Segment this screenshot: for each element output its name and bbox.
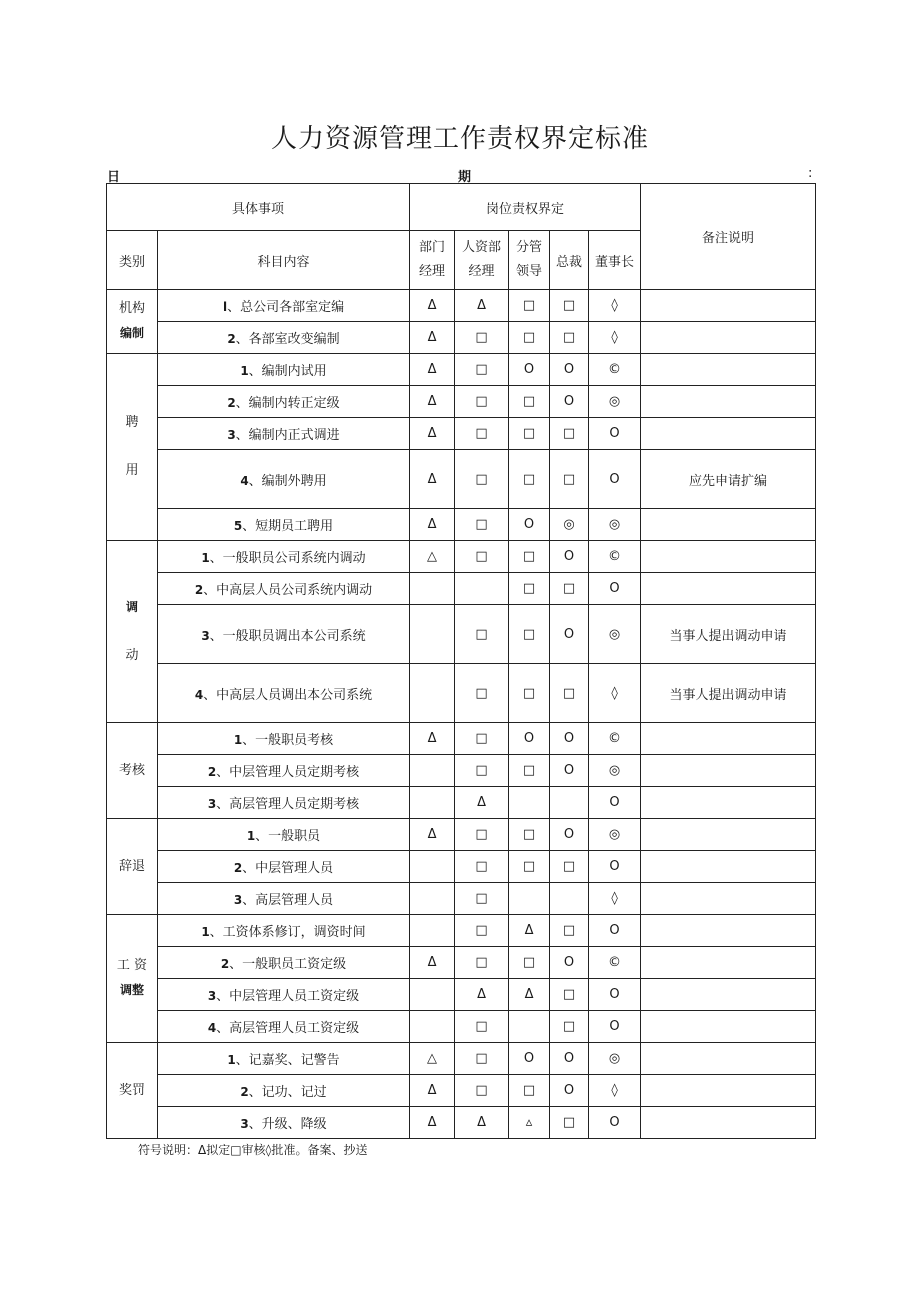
mark-hr-manager: □: [455, 947, 509, 979]
mark-ceo: [550, 883, 589, 915]
row-note: [641, 290, 816, 322]
table-row: [107, 386, 816, 418]
header-category: 类别: [107, 231, 158, 290]
mark-ceo: □: [550, 664, 589, 723]
mark-hr-manager: □: [455, 664, 509, 723]
mark-hr-manager: □: [455, 541, 509, 573]
row-note: [641, 819, 816, 851]
table-row: [107, 418, 816, 450]
table-row: [107, 1043, 816, 1075]
mark-chairman: ©: [589, 354, 641, 386]
row-note: [641, 979, 816, 1011]
item-content: 2、一般职员工资定级: [158, 947, 410, 979]
table-row: [107, 322, 816, 354]
symbol-legend: 符号说明：Δ拟定□审核◊批准。备案、抄送: [138, 1143, 368, 1157]
row-note: [641, 851, 816, 883]
mark-hr-manager: □: [455, 1011, 509, 1043]
mark-chairman: O: [589, 915, 641, 947]
header-items: 具体事项: [107, 184, 410, 231]
mark-ceo: O: [550, 1043, 589, 1075]
mark-chairman: O: [589, 450, 641, 509]
mark-ceo: □: [550, 418, 589, 450]
mark-division-leader: □: [509, 541, 550, 573]
category-transfer: 调 动: [107, 541, 158, 723]
mark-dept-manager: Δ: [410, 418, 455, 450]
date-label-colon: :: [808, 166, 813, 181]
mark-ceo: O: [550, 1075, 589, 1107]
category-reward: 奖罚: [107, 1043, 158, 1139]
table-row: [107, 605, 816, 664]
table-row: [107, 883, 816, 915]
mark-division-leader: □: [509, 290, 550, 322]
mark-ceo: □: [550, 1107, 589, 1139]
mark-division-leader: O: [509, 723, 550, 755]
table-row: [107, 979, 816, 1011]
mark-dept-manager: [410, 664, 455, 723]
mark-hr-manager: Δ: [455, 787, 509, 819]
mark-chairman: ◊: [589, 664, 641, 723]
table-row: [107, 915, 816, 947]
mark-hr-manager: □: [455, 851, 509, 883]
mark-division-leader: □: [509, 1075, 550, 1107]
row-note: [641, 509, 816, 541]
mark-hr-manager: [455, 573, 509, 605]
mark-hr-manager: □: [455, 883, 509, 915]
table-row: [107, 354, 816, 386]
mark-division-leader: [509, 1011, 550, 1043]
mark-chairman: ◎: [589, 509, 641, 541]
table-row: [107, 1011, 816, 1043]
mark-dept-manager: [410, 883, 455, 915]
mark-dept-manager: [410, 1011, 455, 1043]
mark-chairman: ◊: [589, 290, 641, 322]
header-chairman: 董事长: [589, 231, 641, 290]
row-note: [641, 541, 816, 573]
mark-division-leader: O: [509, 509, 550, 541]
row-note: 应先申请扩编: [641, 450, 816, 509]
mark-hr-manager: □: [455, 915, 509, 947]
date-label-mid: 期: [458, 170, 472, 185]
mark-ceo: O: [550, 819, 589, 851]
mark-division-leader: □: [509, 947, 550, 979]
mark-division-leader: □: [509, 605, 550, 664]
item-content: 1、记嘉奖、记警告: [158, 1043, 410, 1075]
mark-ceo: O: [550, 354, 589, 386]
mark-hr-manager: □: [455, 723, 509, 755]
item-content: 1、一般职员考核: [158, 723, 410, 755]
mark-hr-manager: □: [455, 819, 509, 851]
header-dept-manager: 部门 经理: [410, 231, 455, 290]
mark-ceo: □: [550, 573, 589, 605]
mark-chairman: ©: [589, 541, 641, 573]
row-note: [641, 322, 816, 354]
row-note: [641, 755, 816, 787]
table-row: [107, 851, 816, 883]
mark-division-leader: Δ: [509, 915, 550, 947]
mark-hr-manager: □: [455, 450, 509, 509]
mark-dept-manager: Δ: [410, 450, 455, 509]
mark-dept-manager: Δ: [410, 386, 455, 418]
row-note: [641, 1107, 816, 1139]
mark-dept-manager: Δ: [410, 290, 455, 322]
mark-dept-manager: Δ: [410, 1107, 455, 1139]
mark-ceo: □: [550, 290, 589, 322]
table-row: [107, 541, 816, 573]
item-content: 2、各部室改变编制: [158, 322, 410, 354]
category-assess: 考核: [107, 723, 158, 819]
mark-dept-manager: Δ: [410, 354, 455, 386]
item-content: 4、编制外聘用: [158, 450, 410, 509]
mark-hr-manager: □: [455, 1075, 509, 1107]
mark-chairman: ©: [589, 723, 641, 755]
mark-dept-manager: [410, 605, 455, 664]
mark-dept-manager: Δ: [410, 509, 455, 541]
page-title: 人力资源管理工作责权界定标准: [270, 124, 649, 154]
mark-dept-manager: Δ: [410, 1075, 455, 1107]
mark-division-leader: □: [509, 755, 550, 787]
category-salary: 工 资 调整: [107, 915, 158, 1043]
mark-chairman: O: [589, 851, 641, 883]
table-row: [107, 290, 816, 322]
mark-chairman: ◎: [589, 386, 641, 418]
mark-ceo: □: [550, 322, 589, 354]
category-dismiss: 辞退: [107, 819, 158, 915]
row-note: [641, 723, 816, 755]
row-note: [641, 1075, 816, 1107]
mark-chairman: O: [589, 418, 641, 450]
mark-division-leader: □: [509, 418, 550, 450]
mark-ceo: ◎: [550, 509, 589, 541]
item-content: 2、中层管理人员定期考核: [158, 755, 410, 787]
date-label-left: 日: [107, 170, 121, 185]
mark-dept-manager: [410, 915, 455, 947]
mark-hr-manager: □: [455, 354, 509, 386]
table-row: [107, 819, 816, 851]
item-content: 4、高层管理人员工资定级: [158, 1011, 410, 1043]
mark-division-leader: □: [509, 573, 550, 605]
mark-chairman: ◎: [589, 819, 641, 851]
header-positions: 岗位责权界定: [410, 184, 641, 231]
mark-dept-manager: [410, 573, 455, 605]
table-row: [107, 450, 816, 509]
mark-dept-manager: Δ: [410, 322, 455, 354]
row-note: [641, 947, 816, 979]
mark-dept-manager: [410, 851, 455, 883]
mark-division-leader: □: [509, 450, 550, 509]
row-note: [641, 354, 816, 386]
item-content: 2、记功、记过: [158, 1075, 410, 1107]
mark-hr-manager: □: [455, 418, 509, 450]
mark-chairman: O: [589, 1107, 641, 1139]
mark-dept-manager: △: [410, 541, 455, 573]
mark-dept-manager: Δ: [410, 723, 455, 755]
item-content: 3、一般职员调出本公司系统: [158, 605, 410, 664]
mark-hr-manager: □: [455, 386, 509, 418]
row-note: [641, 1011, 816, 1043]
row-note: 当事人提出调动申请: [641, 664, 816, 723]
item-content: 3、中层管理人员工资定级: [158, 979, 410, 1011]
mark-ceo: O: [550, 386, 589, 418]
mark-hr-manager: □: [455, 605, 509, 664]
responsibility-table: [106, 183, 816, 1139]
mark-chairman: ◎: [589, 755, 641, 787]
mark-hr-manager: Δ: [455, 290, 509, 322]
mark-ceo: □: [550, 979, 589, 1011]
mark-hr-manager: □: [455, 1043, 509, 1075]
table-row: [107, 573, 816, 605]
item-content: 1、一般职员公司系统内调动: [158, 541, 410, 573]
item-content: 2、编制内转正定级: [158, 386, 410, 418]
row-note: [641, 1043, 816, 1075]
mark-chairman: O: [589, 1011, 641, 1043]
header-notes: 备注说明: [641, 184, 816, 290]
mark-ceo: O: [550, 947, 589, 979]
mark-hr-manager: Δ: [455, 1107, 509, 1139]
mark-hr-manager: □: [455, 755, 509, 787]
header-content: 科目内容: [158, 231, 410, 290]
item-content: 2、中高层人员公司系统内调动: [158, 573, 410, 605]
mark-ceo: O: [550, 605, 589, 664]
row-note: 当事人提出调动申请: [641, 605, 816, 664]
table-row: [107, 755, 816, 787]
mark-hr-manager: □: [455, 322, 509, 354]
mark-division-leader: □: [509, 386, 550, 418]
item-content: 3、升级、降级: [158, 1107, 410, 1139]
item-content: 1、工资体系修订，调资时间: [158, 915, 410, 947]
mark-division-leader: O: [509, 1043, 550, 1075]
mark-hr-manager: □: [455, 509, 509, 541]
item-content: 1、一般职员: [158, 819, 410, 851]
item-content: 3、编制内正式调进: [158, 418, 410, 450]
row-note: [641, 915, 816, 947]
mark-chairman: O: [589, 573, 641, 605]
header-hr-manager: 人资部 经理: [455, 231, 509, 290]
item-content: 3、高层管理人员: [158, 883, 410, 915]
mark-ceo: □: [550, 1011, 589, 1043]
mark-dept-manager: Δ: [410, 819, 455, 851]
mark-division-leader: □: [509, 322, 550, 354]
mark-chairman: O: [589, 979, 641, 1011]
mark-chairman: ◎: [589, 1043, 641, 1075]
header-ceo: 总裁: [550, 231, 589, 290]
item-content: 3、高层管理人员定期考核: [158, 787, 410, 819]
mark-ceo: [550, 787, 589, 819]
mark-ceo: O: [550, 723, 589, 755]
mark-chairman: ◊: [589, 1075, 641, 1107]
table-row: [107, 509, 816, 541]
mark-hr-manager: Δ: [455, 979, 509, 1011]
mark-division-leader: □: [509, 664, 550, 723]
table-row: [107, 1075, 816, 1107]
mark-division-leader: Δ: [509, 979, 550, 1011]
mark-ceo: □: [550, 915, 589, 947]
item-content: 2、中层管理人员: [158, 851, 410, 883]
item-content: 1、编制内试用: [158, 354, 410, 386]
row-note: [641, 573, 816, 605]
table-row: [107, 1107, 816, 1139]
mark-chairman: O: [589, 787, 641, 819]
row-note: [641, 418, 816, 450]
mark-ceo: □: [550, 450, 589, 509]
mark-dept-manager: △: [410, 1043, 455, 1075]
category-org: 机构 编制: [107, 290, 158, 354]
table-row: [107, 664, 816, 723]
mark-dept-manager: [410, 755, 455, 787]
mark-ceo: O: [550, 755, 589, 787]
table-row: [107, 947, 816, 979]
item-content: 4、中高层人员调出本公司系统: [158, 664, 410, 723]
mark-dept-manager: [410, 979, 455, 1011]
mark-ceo: □: [550, 851, 589, 883]
item-content: l、总公司各部室定编: [158, 290, 410, 322]
table-row: [107, 787, 816, 819]
row-note: [641, 386, 816, 418]
header-division-leader: 分管 领导: [509, 231, 550, 290]
mark-dept-manager: Δ: [410, 947, 455, 979]
item-content: 5、短期员工聘用: [158, 509, 410, 541]
mark-chairman: ©: [589, 947, 641, 979]
table-row: [107, 723, 816, 755]
row-note: [641, 883, 816, 915]
mark-division-leader: ▵: [509, 1107, 550, 1139]
mark-division-leader: O: [509, 354, 550, 386]
mark-chairman: ◊: [589, 883, 641, 915]
category-hire: 聘 用: [107, 354, 158, 541]
mark-division-leader: [509, 787, 550, 819]
mark-division-leader: □: [509, 819, 550, 851]
mark-chairman: ◎: [589, 605, 641, 664]
mark-division-leader: □: [509, 851, 550, 883]
row-note: [641, 787, 816, 819]
mark-division-leader: [509, 883, 550, 915]
mark-chairman: ◊: [589, 322, 641, 354]
mark-dept-manager: [410, 787, 455, 819]
mark-ceo: O: [550, 541, 589, 573]
